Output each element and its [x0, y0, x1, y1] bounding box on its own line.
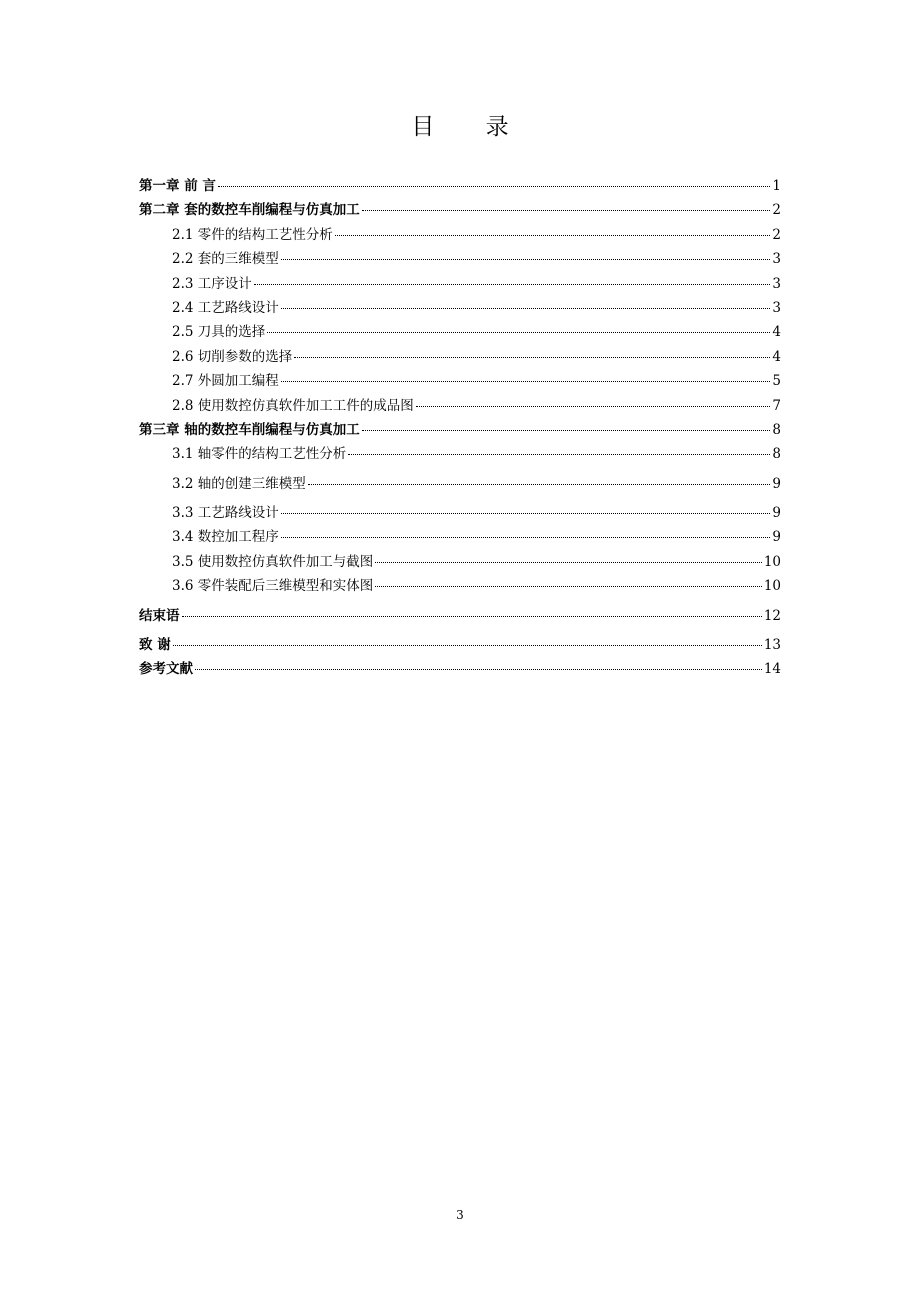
toc-entry-label: 结束语	[139, 607, 180, 624]
toc-entry-section-2-1	[139, 225, 781, 249]
toc-leader-dots	[375, 586, 762, 587]
toc-entry-label: 第二章 套的数控车削编程与仿真加工	[139, 202, 360, 219]
toc-entry-page: 5	[772, 373, 781, 390]
toc-entry-chapter-1	[139, 176, 781, 200]
toc-entry-page: 8	[772, 421, 781, 438]
toc-entry-section-2-4	[139, 298, 781, 322]
toc-leader-dots	[281, 381, 771, 382]
toc-entry-section-3-1	[139, 444, 781, 468]
toc-entry-references	[139, 659, 781, 683]
toc-leader-dots	[267, 332, 770, 333]
toc-entry-section-3-3	[139, 503, 781, 527]
toc-leader-dots	[218, 186, 771, 187]
toc-entry-page: 9	[772, 529, 781, 546]
page-number: 3	[456, 1208, 464, 1222]
toc-leader-dots	[281, 513, 771, 514]
toc-leader-dots	[375, 562, 762, 563]
toc-entry-label: 2.3 工序设计	[172, 275, 252, 292]
toc-entry-section-3-4	[139, 527, 781, 551]
toc-entry-page: 4	[772, 324, 781, 341]
toc-entry-label: 2.5 刀具的选择	[172, 324, 266, 341]
toc-entry-page: 3	[772, 251, 781, 268]
toc-entry-label: 2.8 使用数控仿真软件加工工件的成品图	[172, 397, 414, 414]
toc-leader-dots	[416, 406, 771, 407]
toc-entry-label: 2.7 外圆加工编程	[172, 373, 279, 390]
toc-entry-label: 参考文献	[139, 661, 193, 678]
toc-leader-dots	[281, 308, 771, 309]
toc-leader-dots	[182, 616, 762, 617]
toc-entry-label: 3.1 轴零件的结构工艺性分析	[172, 446, 347, 463]
toc-entry-section-2-8	[139, 396, 781, 420]
toc-leader-dots	[173, 645, 762, 646]
toc-entry-page: 7	[772, 397, 781, 414]
toc-leader-dots	[254, 284, 771, 285]
toc-leader-dots	[335, 235, 771, 236]
toc-entry-section-3-6	[139, 576, 781, 600]
table-of-contents	[139, 176, 781, 684]
toc-entry-page: 14	[763, 661, 781, 678]
toc-entry-page: 13	[763, 637, 781, 654]
toc-entry-page: 3	[772, 275, 781, 292]
toc-leader-dots	[195, 669, 762, 670]
toc-entry-page: 2	[772, 202, 781, 219]
toc-leader-dots	[308, 484, 771, 485]
toc-entry-chapter-2	[139, 200, 781, 224]
toc-entry-label: 2.1 零件的结构工艺性分析	[172, 226, 333, 243]
toc-entry-page: 9	[772, 475, 781, 492]
toc-entry-section-3-2	[139, 474, 781, 498]
toc-entry-page: 12	[763, 607, 781, 624]
toc-entry-page: 9	[772, 505, 781, 522]
toc-leader-dots	[294, 357, 770, 358]
toc-entry-section-2-5	[139, 322, 781, 346]
toc-entry-chapter-3	[139, 420, 781, 444]
toc-leader-dots	[362, 210, 771, 211]
toc-entry-page: 8	[772, 446, 781, 463]
toc-leader-dots	[281, 259, 771, 260]
toc-entry-section-2-7	[139, 371, 781, 395]
toc-entry-section-2-2	[139, 249, 781, 273]
toc-entry-acknowledgements	[139, 635, 781, 659]
toc-entry-label: 致 谢	[139, 637, 171, 654]
toc-entry-label: 2.4 工艺路线设计	[172, 299, 279, 316]
toc-entry-page: 1	[772, 178, 781, 194]
toc-leader-dots	[362, 430, 771, 431]
toc-leader-dots	[281, 537, 771, 538]
toc-entry-label: 第三章 轴的数控车削编程与仿真加工	[139, 421, 360, 438]
toc-entry-label: 3.6 零件装配后三维模型和实体图	[172, 578, 374, 595]
toc-entry-label: 3.4 数控加工程序	[172, 529, 279, 546]
toc-entry-label: 2.2 套的三维模型	[172, 251, 279, 268]
toc-entry-page: 10	[763, 578, 781, 595]
toc-entry-section-2-3	[139, 274, 781, 298]
toc-entry-section-3-5	[139, 552, 781, 576]
toc-entry-section-2-6	[139, 347, 781, 371]
toc-leader-dots	[348, 454, 770, 455]
toc-entry-label: 第一章 前 言	[139, 178, 216, 194]
toc-entry-label: 2.6 切削参数的选择	[172, 348, 293, 365]
toc-entry-page: 10	[763, 553, 781, 570]
toc-entry-label: 3.3 工艺路线设计	[172, 505, 279, 522]
toc-entry-conclusion	[139, 606, 781, 630]
toc-entry-label: 3.5 使用数控仿真软件加工与截图	[172, 553, 374, 570]
toc-entry-page: 3	[772, 299, 781, 316]
toc-entry-page: 4	[772, 348, 781, 365]
toc-entry-label: 3.2 轴的创建三维模型	[172, 475, 306, 492]
page-title: 目 录	[411, 114, 531, 140]
toc-entry-page: 2	[772, 226, 781, 243]
